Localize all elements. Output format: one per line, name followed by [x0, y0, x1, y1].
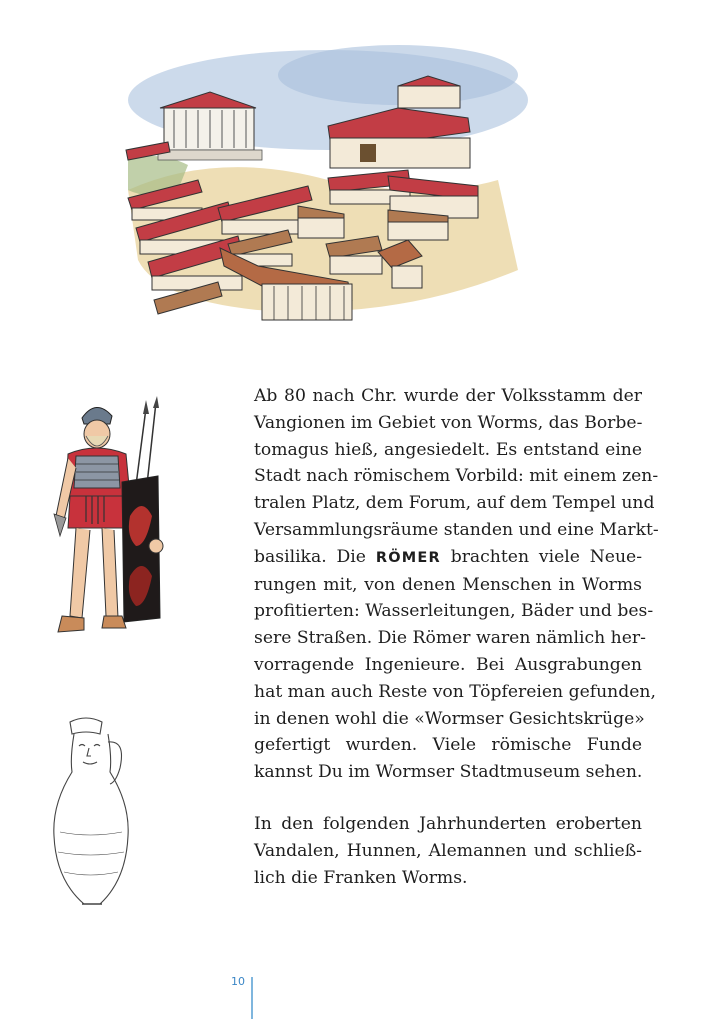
text-line: rungen mit, von denen Menschen in Worms	[254, 574, 642, 595]
text-line: hat man auch Reste von Töpfereien gefunden,	[254, 681, 656, 702]
article-text	[254, 383, 659, 891]
text-line: Vandalen, Hunnen, Alemannen und schließ-	[254, 840, 642, 861]
text-line: kannst Du im Wormser Stadtmuseum sehen.	[254, 762, 643, 783]
text-line: profitierten: Wasserleitungen, Bäder und bes-	[254, 601, 654, 622]
text-line: gefertigt wurden. Viele römische Funde	[254, 735, 642, 756]
text-fragment: brachten viele Neue-	[450, 546, 643, 567]
page-number-rule	[251, 977, 253, 1019]
text-line: sere Straßen. Die Römer waren nämlich her-	[254, 628, 646, 649]
text-line-with-keyword	[254, 544, 642, 572]
text-line: Vangionen im Gebiet von Worms, das Borbe-	[254, 412, 643, 433]
text-line: Ab 80 nach Chr. wurde der Volksstamm der	[254, 386, 642, 406]
paragraph-2	[254, 811, 642, 891]
text-fragment: basilika. Die	[254, 546, 366, 567]
face-jug-illustration	[46, 712, 136, 908]
text-line: vorragende Ingenieure. Bei Ausgrabungen	[254, 654, 642, 675]
page-number: 10	[231, 975, 245, 988]
text-line: Stadt nach römischem Vorbild: mit einem zen-	[254, 466, 659, 487]
paragraph-1	[254, 383, 659, 786]
text-line: Versammlungsräume standen und eine Markt-	[254, 519, 659, 540]
text-line: In den folgenden Jahrhunderten eroberten	[254, 813, 642, 834]
text-line: tralen Platz, dem Forum, auf dem Tempel und	[254, 493, 655, 514]
keyword-roemer: RÖMER	[375, 549, 441, 566]
text-line: tomagus hieß, angesiedelt. Es entstand eine	[254, 439, 642, 460]
roman-soldier-illustration	[46, 396, 172, 642]
text-line: lich die Franken Worms.	[254, 867, 468, 888]
text-line: in denen wohl die «Wormser Gesichtskrüge»	[254, 708, 645, 729]
roman-town-illustration	[98, 30, 538, 330]
